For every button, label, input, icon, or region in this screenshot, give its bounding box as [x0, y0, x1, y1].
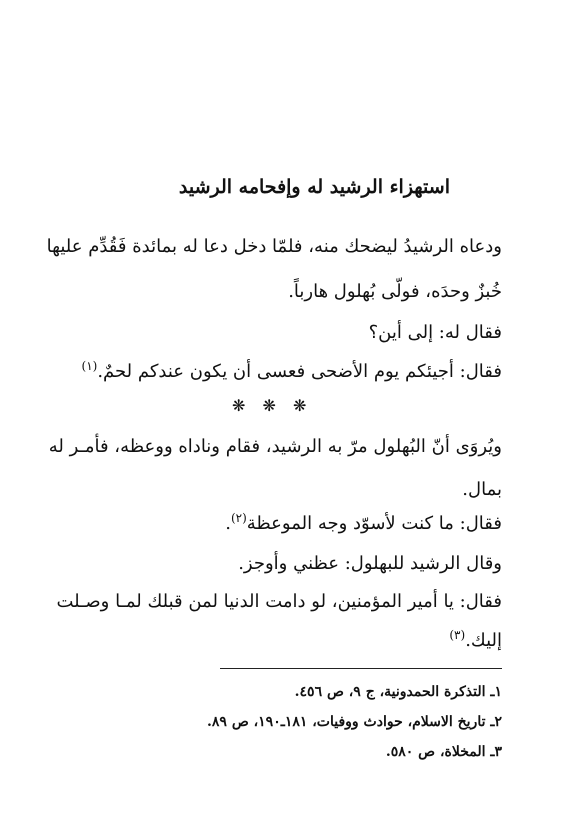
paragraph-6: وقال الرشيد للبهلول: عظني وأوجز.: [238, 553, 502, 574]
paragraph-5-text: فقال: ما كنت لأسوّد وجه الموعظة: [246, 513, 502, 534]
paragraph-7-line-2: [449, 630, 502, 651]
footnote-2: ٢ـ تاريخ الاسلام، حوادث ووفيات، ١٨١ـ١٩٠، ص ٨٩.: [207, 714, 502, 730]
paragraph-2: فقال له: إلى أين؟: [368, 322, 502, 343]
section-heading: استهزاء الرشيد له وإفحامه الرشيد: [178, 176, 450, 198]
paragraph-1-line-2: خُبزٌ وحدَه، فولّى بُهلول هارباً.: [288, 281, 502, 302]
footnote-ref-1: (١): [81, 359, 98, 373]
section-separator: ❋ ❋ ❋: [232, 396, 313, 415]
footnote-1: ١ـ التذكرة الحمدونية، ج ٩، ص ٤٥٦.: [294, 684, 502, 700]
paragraph-4-line-2: بمال.: [462, 479, 502, 500]
footnote-3: ٣ـ المخلاة، ص ٥٨٠.: [385, 744, 502, 760]
paragraph-5: [225, 513, 502, 534]
paragraph-7-text: إليك.: [465, 630, 502, 651]
footnote-ref-2: (٢): [230, 511, 247, 525]
paragraph-4-line-1: ويُروَى أنّ البُهلول مرّ به الرشيد، فقام وناداه ووعظه، فأمـر له: [48, 436, 502, 457]
paragraph-1-line-1: ودعاه الرشيدُ ليضحك منه، فلمّا دخل دعا له بمائدة فَقُدِّم عليها: [46, 236, 502, 257]
paragraph-3: [82, 361, 503, 382]
footnote-divider: [220, 668, 502, 669]
paragraph-5-end: .: [225, 513, 231, 534]
paragraph-3-text: فقال: أجيئكم يوم الأضحى فعسى أن يكون عندكم لحمٌ.: [97, 361, 502, 382]
paragraph-7-line-1: فقال: يا أمير المؤمنين، لو دامت الدنيا لمن قبلك لمـا وصـلت: [56, 591, 502, 612]
footnote-ref-3: (٣): [449, 628, 466, 642]
